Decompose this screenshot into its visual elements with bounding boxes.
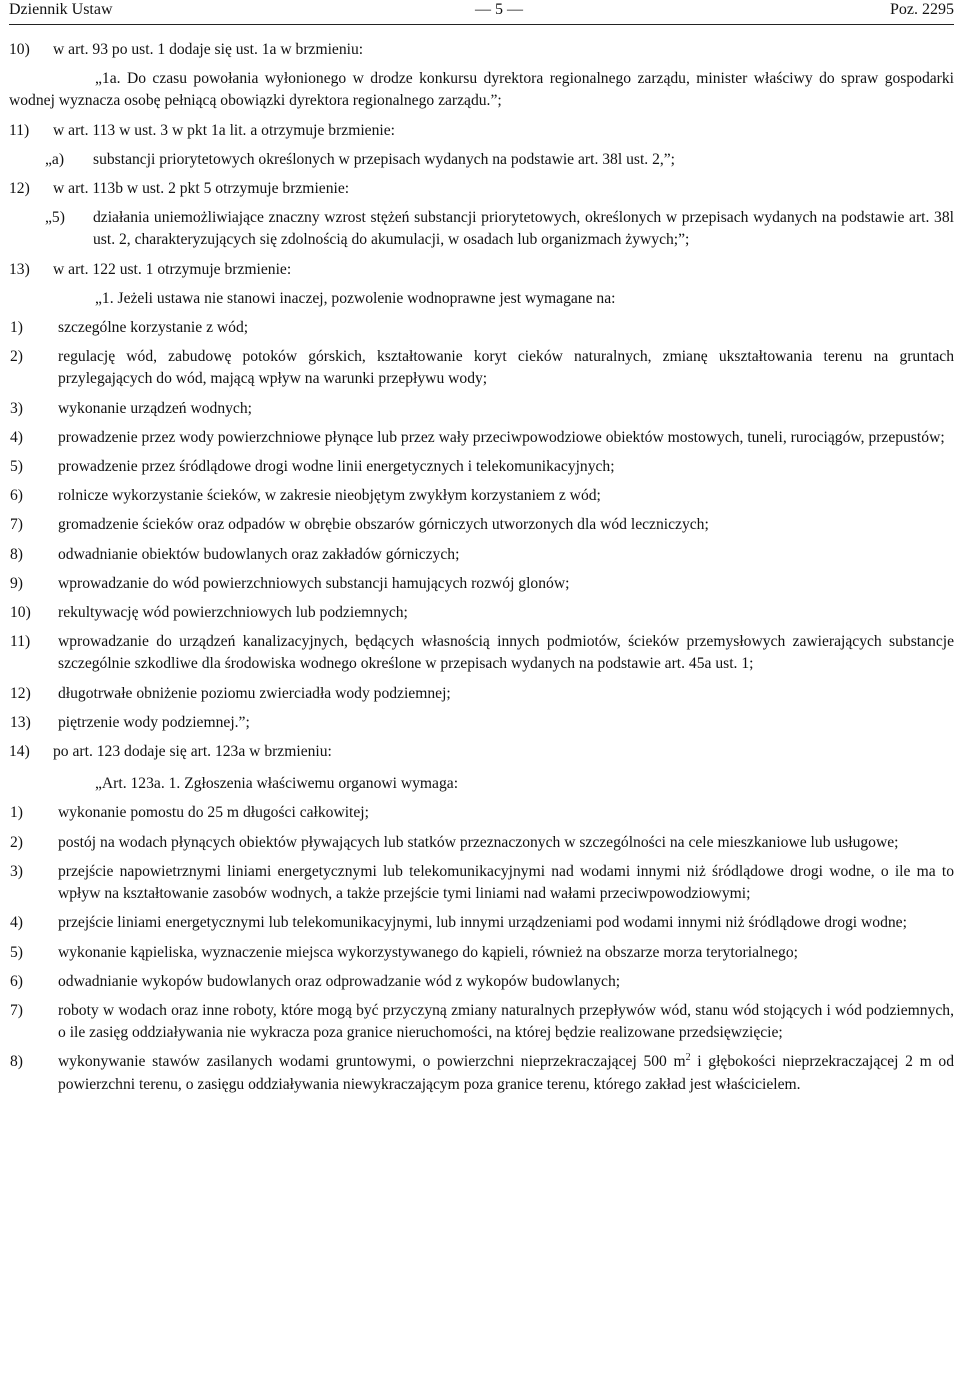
item-text: wykonanie pomostu do 25 m długości całkowitej; <box>58 804 369 822</box>
item-text: przejście liniami energetycznymi lub telekomunikacyjnymi, lub innymi urządzeniami pod wodami innymi niż śródlądowe drogi wodne; <box>58 914 907 932</box>
list-item <box>9 1051 954 1095</box>
list-item <box>9 317 954 339</box>
amendment-13 <box>9 259 954 281</box>
quoted-intro: „Art. 123a. 1. Zgłoszenia właściwemu organowi wymaga: <box>95 775 459 793</box>
amendment-text: po art. 123 dodaje się art. 123a w brzmieniu: <box>53 743 332 761</box>
superscript: 2 <box>685 1052 691 1064</box>
quoted-point <box>9 207 954 251</box>
list-item <box>9 485 954 507</box>
item-number: 8) <box>10 545 23 563</box>
item-number: 11) <box>10 633 31 651</box>
item-text: roboty w wodach oraz inne roboty, które mogą być przyczyną zmiany naturalnych przepływów wód, stanu wód stojących i wód podziemnych, o ile zasięg oddziaływania nie wykracza poza granice nieruchomości, na której będzie realizowane przedsięwzięcie; <box>58 1001 954 1042</box>
point-number: „5) <box>45 209 65 227</box>
amendment-text: w art. 93 po ust. 1 dodaje się ust. 1a w brzmieniu: <box>53 41 364 58</box>
list-item <box>9 514 954 536</box>
item-text: wprowadzanie do wód powierzchniowych substancji hamujących rozwój glonów; <box>58 574 570 592</box>
amendment-number: 12) <box>9 180 30 198</box>
item-number: 5) <box>10 943 23 961</box>
list-item <box>9 427 954 449</box>
item-text: prowadzenie przez śródlądowe drogi wodne linii energetycznych i telekomunikacyjnych; <box>58 458 615 476</box>
item-number: 12) <box>10 684 31 702</box>
amendment-number: 10) <box>9 41 30 58</box>
list-item <box>9 456 954 478</box>
permit-list <box>9 317 954 734</box>
point-text: działania uniemożliwiające znaczny wzrost stężeń substancji priorytetowych, określonych w przepisach wydanych na podstawie art. 38l ust. 2, charakteryzujących się zdolnością do akumulacji, w osadach lub organizmach żywych;”; <box>93 209 954 249</box>
amendment-number: 13) <box>9 260 30 278</box>
item-text: gromadzenie ścieków oraz odpadów w obrębie obszarów górniczych utworzonych dla wód leczniczych; <box>58 516 709 534</box>
notification-list <box>9 802 954 1044</box>
list-item <box>9 861 954 905</box>
item-text-part: wykonywanie stawów zasilanych wodami gruntowymi, o powierzchni nieprzekraczającej 500 m <box>58 1053 686 1071</box>
item-number: 1) <box>10 319 23 337</box>
amendment-number: 11) <box>9 121 30 139</box>
list-item <box>9 631 954 675</box>
page-header <box>9 0 954 25</box>
item-number: 8) <box>10 1053 23 1071</box>
list-item <box>9 573 954 595</box>
item-number: 13) <box>10 713 31 731</box>
list-item <box>9 398 954 420</box>
position-number: Poz. 2295 <box>890 1 954 18</box>
letter-number: „a) <box>45 150 65 168</box>
list-item <box>9 602 954 624</box>
item-text: odwadnianie wykopów budowlanych oraz odprowadzanie wód z wykopów budowlanych; <box>58 972 621 990</box>
amendment-number: 14) <box>9 743 30 761</box>
amendment-12 <box>9 178 954 200</box>
quoted-letter <box>9 149 954 171</box>
item-number: 3) <box>10 862 23 880</box>
item-text: rekultywację wód powierzchniowych lub podziemnych; <box>58 604 408 622</box>
quoted-intro: „1. Jeżeli ustawa nie stanowi inaczej, pozwolenie wodnoprawne jest wymagane na: <box>95 289 616 307</box>
list-item <box>9 712 954 734</box>
item-text-part: i głębokości nieprzekraczającej 2 m od powierzchni terenu, o zasięgu oddziaływania niewykraczającym poza granice terenu, którego zakład jest właścicielem. <box>58 1053 954 1093</box>
journal-title: Dziennik Ustaw <box>9 1 113 18</box>
item-number: 6) <box>10 972 23 990</box>
item-number: 2) <box>10 833 23 851</box>
item-text: wykonanie urządzeń wodnych; <box>58 399 252 417</box>
item-text: szczególne korzystanie z wód; <box>58 319 249 337</box>
item-number: 7) <box>10 1001 23 1019</box>
item-number: 7) <box>10 516 23 534</box>
list-item <box>9 346 954 390</box>
amendment-text: w art. 113 w ust. 3 w pkt 1a lit. a otrzymuje brzmienie: <box>53 121 395 139</box>
list-item <box>9 683 954 705</box>
list-item <box>9 912 954 934</box>
item-text: wprowadzanie do urządzeń kanalizacyjnych, będących własnością innych podmiotów, ścieków przemysłowych zawierających substancje szczególnie szkodliwe dla środowiska wodnego określone w przepisach wydanych na podstawie art. 45a ust. 1; <box>58 633 954 673</box>
quoted-provision: „1a. Do czasu powołania wyłonionego w drodze konkursu dyrektora regionalnego zarządu, minister właściwy do spraw gospodarki wodnej wyznacza osobę pełniącą obowiązki dyrektora regionalnego zarządu.”; <box>9 70 954 110</box>
item-text: regulację wód, zabudowę potoków górskich, kształtowanie koryt cieków naturalnych, zmianę ukształtowania terenu na gruntach przylegających do wód, mającą wpływ na warunki przepływu wody; <box>58 348 954 388</box>
item-text: odwadnianie obiektów budowlanych oraz zakładów górniczych; <box>58 545 460 563</box>
amendment-text: w art. 113b w ust. 2 pkt 5 otrzymuje brzmienie: <box>53 180 350 198</box>
item-number: 1) <box>10 804 23 822</box>
list-item <box>9 1000 954 1044</box>
item-text: długotrwałe obniżenie poziomu zwierciadła wody podziemnej; <box>58 684 451 702</box>
amendment-text: w art. 122 ust. 1 otrzymuje brzmienie: <box>53 260 292 278</box>
list-item <box>9 802 954 824</box>
item-number: 3) <box>10 399 23 417</box>
item-text: rolnicze wykorzystanie ścieków, w zakresie nieobjętym zwykłym korzystaniem z wód; <box>58 487 601 505</box>
item-number: 10) <box>10 604 31 622</box>
amendment-11 <box>9 120 954 142</box>
item-text: wykonanie kąpieliska, wyznaczenie miejsca wykorzystywanego do kąpieli, również na obszarze morza terytorialnego; <box>58 943 798 961</box>
item-text: prowadzenie przez wody powierzchniowe płynące lub przez wały przeciwpowodziowe obiektów mostowych, tuneli, rurociągów, przepustów; <box>58 428 945 446</box>
item-text <box>58 1051 954 1095</box>
list-item <box>9 942 954 964</box>
item-text: piętrzenie wody podziemnej.”; <box>58 713 250 731</box>
item-number: 2) <box>10 348 23 366</box>
document-body <box>9 39 954 1096</box>
list-item <box>9 832 954 854</box>
amendment-14 <box>9 741 954 763</box>
item-number: 6) <box>10 487 23 505</box>
item-text: postój na wodach płynących obiektów pływających lub statków przeznaczonych w szczególności na cele mieszkaniowe lub usługowe; <box>58 833 899 851</box>
amendment-10 <box>9 39 954 61</box>
item-number: 9) <box>10 574 23 592</box>
item-number: 4) <box>10 914 23 932</box>
letter-text: substancji priorytetowych określonych w przepisach wydanych na podstawie art. 38l ust. 2,”; <box>93 150 676 168</box>
item-number: 4) <box>10 428 23 446</box>
item-text: przejście napowietrznymi liniami energetycznymi lub telekomunikacyjnymi nad wodami innymi niż śródlądowe drogi wodne, o ile ma to wpływ na kształtowanie zasobów wodnych, a także przejście tymi liniami nad wałami przeciwpowodziowymi; <box>58 862 954 903</box>
page-number: — 5 — <box>475 1 523 18</box>
item-number: 5) <box>10 458 23 476</box>
list-item <box>9 544 954 566</box>
list-item <box>9 971 954 993</box>
